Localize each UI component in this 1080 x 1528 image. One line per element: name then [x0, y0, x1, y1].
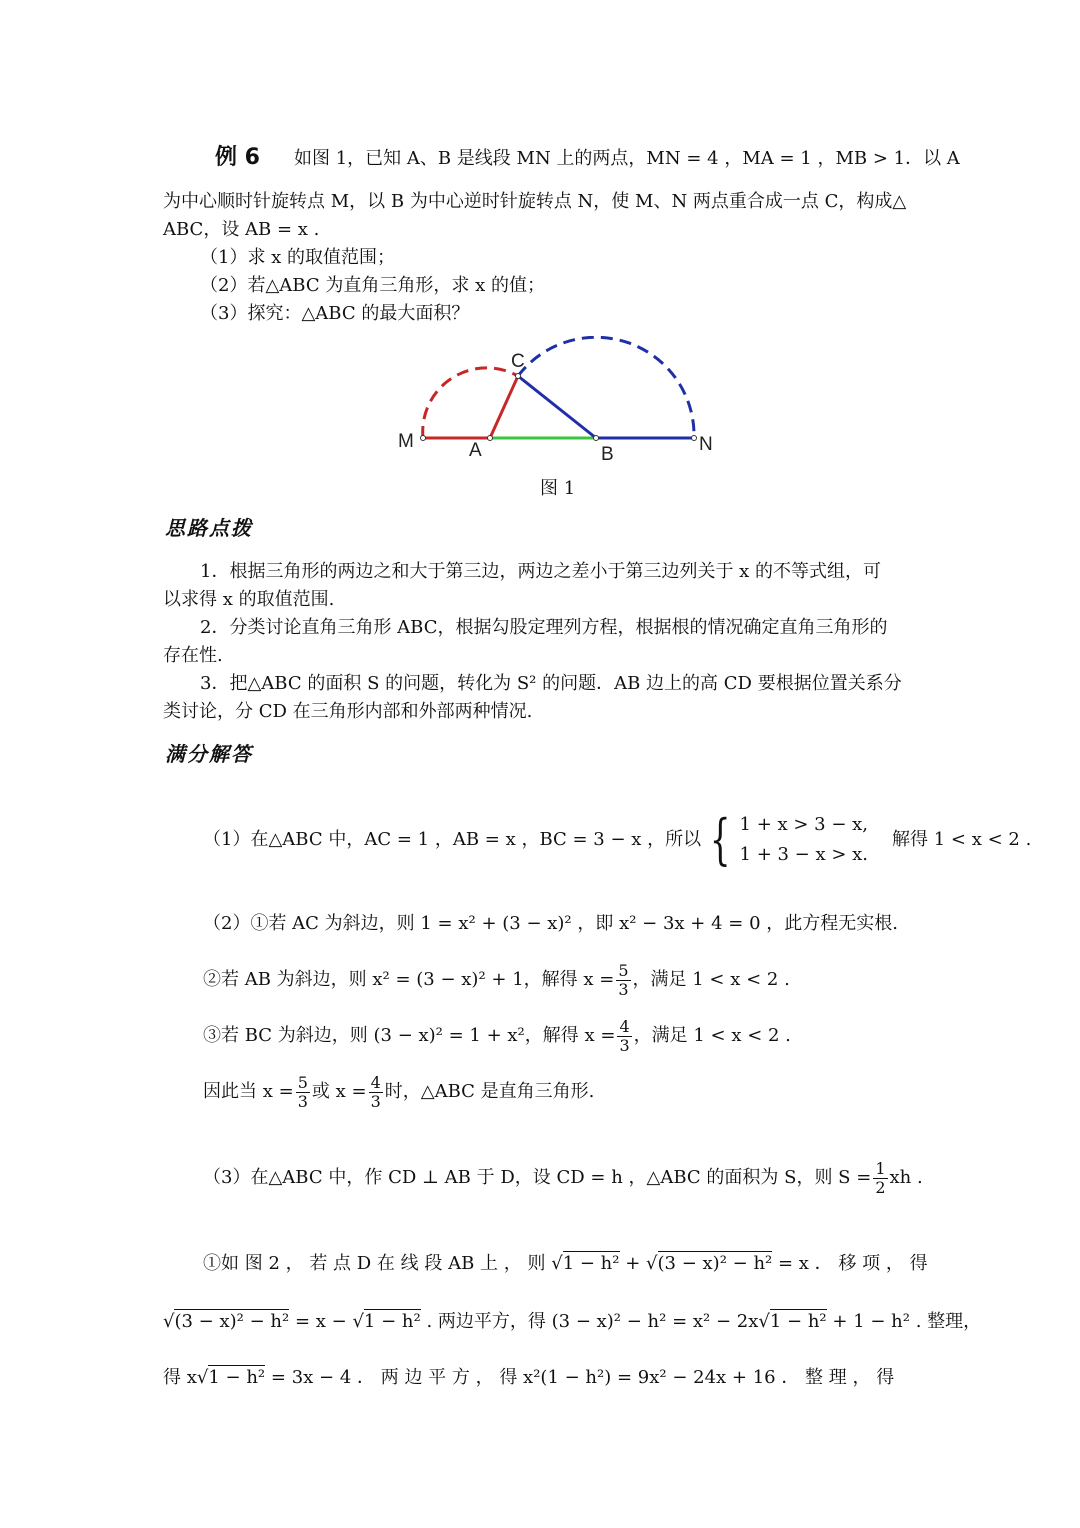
- label-b: B: [601, 444, 614, 465]
- question-1: （1）求 x 的取值范围；: [200, 247, 396, 268]
- answer-2-2-text: ②若 AB 为斜边，则 x² = (3 − x)² + 1，解得 x =: [203, 969, 615, 990]
- fraction: $\frac{5}{3}$: [618, 960, 629, 999]
- hint-2a: 2．分类讨论直角三角形 ABC，根据勾股定理列方程，根据根的情况确定直角三角形的: [200, 617, 888, 638]
- answer-6-tail: = 3x − 4 ． 两 边 平 方 ， 得 x²(1 − h²) = 9x² − 24x + 16 ． 整 理 ， 得: [270, 1367, 895, 1388]
- answer-4-text: ①如 图 2 ， 若 点 D 在 线 段 AB 上 ， 则: [203, 1253, 546, 1274]
- sqrt-term: (3 − x)² − h²: [657, 1253, 773, 1274]
- problem-line-2: 为中心顺时针旋转点 M，以 B 为中心逆时针旋转点 N，使 M、N 两点重合成一点 C，构成△: [163, 191, 907, 212]
- answer-5: √(3 − x)² − h² = x − √1 − h² . 两边平方，得 (3 − x)² − h² = x² − 2x√1 − h² + 1 − h² . 整理，: [163, 1311, 982, 1332]
- inequality-system: [740, 810, 869, 870]
- segment-ac: [490, 376, 518, 438]
- point-c: [516, 374, 521, 379]
- hint-title: 思路点拨: [165, 516, 253, 540]
- hint-1b: 以求得 x 的取值范围.: [163, 589, 335, 610]
- answer-3-area: xh .: [889, 1167, 923, 1188]
- question-2: （2）若△ABC 为直角三角形，求 x 的值；: [200, 275, 545, 296]
- hint-1a: 1．根据三角形的两边之和大于第三边，两边之差小于第三边列关于 x 的不等式组，可: [200, 561, 882, 582]
- problem-text-1: 如图 1，已知 A、B 是线段 MN 上的两点，MN = 4 ，MA = 1 ，MB > 1．以 A: [293, 148, 960, 169]
- answer-6: 得 x√1 − h² = 3x − 4 ． 两 边 平 方 ， 得 x²(1 − h²) = 9x² − 24x + 16 ． 整 理 ， 得: [163, 1367, 895, 1388]
- answer-5-mid: = x −: [294, 1311, 347, 1332]
- sqrt-term: 1 − h²: [562, 1253, 620, 1274]
- label-m: M: [398, 431, 414, 452]
- answer-2-1: （2）①若 AC 为斜边，则 1 = x² + (3 − x)² ，即 x² − 3x + 4 = 0 ，此方程无实根.: [203, 913, 898, 934]
- answer-2-4-or: 或 x =: [311, 1081, 367, 1102]
- inequality-2: 1 + 3 − x > x.: [739, 844, 869, 865]
- example-label: 例 6: [215, 145, 260, 170]
- figure-caption: 图 1: [540, 478, 576, 499]
- figure-1: [395, 336, 725, 468]
- answer-3: [203, 1156, 923, 1200]
- answer-4-tail: = x ． 移 项 ， 得: [778, 1253, 928, 1274]
- answer-2-3-check: ，满足 1 < x < 2 .: [633, 1025, 791, 1046]
- hint-3a: 3．把△ABC 的面积 S 的问题，转化为 S² 的问题．AB 边上的高 CD 要根据位置关系分: [200, 673, 902, 694]
- answer-2-2-check: ，满足 1 < x < 2 .: [632, 969, 790, 990]
- answer-1-text: （1）在△ABC 中，AC = 1 ，AB = x ，BC = 3 − x ，所以: [203, 829, 702, 850]
- point-n: [692, 436, 697, 441]
- answer-1-result: 解得 1 < x < 2 .: [892, 829, 1032, 850]
- problem-line-3: ABC，设 AB = x .: [163, 219, 320, 240]
- fraction: $\frac{5}{3}$: [297, 1072, 308, 1111]
- label-a: A: [469, 440, 482, 461]
- sqrt-term: 1 − h²: [363, 1311, 421, 1332]
- fraction: $\frac{4}{3}$: [370, 1072, 381, 1111]
- answer-2-3-text: ③若 BC 为斜边，则 (3 − x)² = 1 + x²，解得 x =: [203, 1025, 616, 1046]
- label-n: N: [699, 434, 713, 455]
- plus-sign: +: [625, 1253, 641, 1274]
- sqrt-term: 1 − h²: [769, 1311, 827, 1332]
- answer-6-text: 得 x: [163, 1367, 197, 1388]
- answer-2-4: [203, 1070, 594, 1114]
- arc-m-dashed: [423, 368, 518, 438]
- point-m: [421, 436, 426, 441]
- point-a: [488, 436, 493, 441]
- sqrt-term: (3 − x)² − h²: [174, 1311, 290, 1332]
- label-c: C: [511, 351, 525, 372]
- fraction: $\frac{1}{2}$: [875, 1158, 886, 1197]
- answer-4: ①如 图 2 ， 若 点 D 在 线 段 AB 上 ， 则 √1 − h² + √(3 − x)² − h² = x ． 移 项 ， 得: [203, 1253, 928, 1274]
- sqrt-term: 1 − h²: [208, 1367, 266, 1388]
- hint-3b: 类讨论，分 CD 在三角形内部和外部两种情况.: [163, 701, 533, 722]
- answer-2-4-text: 因此当 x =: [203, 1081, 294, 1102]
- answer-2-3: [203, 1014, 791, 1058]
- hint-2b: 存在性.: [163, 645, 223, 666]
- answer-5-text: . 两边平方，得 (3 − x)² − h² = x² − 2x: [426, 1311, 759, 1332]
- answer-2-2: [203, 958, 790, 1002]
- fraction: $\frac{4}{3}$: [619, 1016, 630, 1055]
- answer-title: 满分解答: [165, 742, 253, 766]
- segment-bc: [518, 376, 596, 438]
- point-b: [594, 436, 599, 441]
- answer-5-tail: + 1 − h² . 整理，: [832, 1311, 982, 1332]
- answer-2-4-conclusion: 时，△ABC 是直角三角形.: [384, 1081, 595, 1102]
- arc-n-dashed: [518, 337, 694, 438]
- problem-line-1: [215, 146, 960, 171]
- question-3: （3）探究：△ABC 的最大面积？: [200, 303, 470, 324]
- answer-3-text: （3）在△ABC 中，作 CD ⊥ AB 于 D，设 CD = h ，△ABC 的面积为 S，则 S =: [203, 1167, 872, 1188]
- brace: {: [710, 808, 731, 871]
- answer-1: [203, 810, 1031, 870]
- inequality-1: 1 + x > 3 − x,: [739, 814, 869, 835]
